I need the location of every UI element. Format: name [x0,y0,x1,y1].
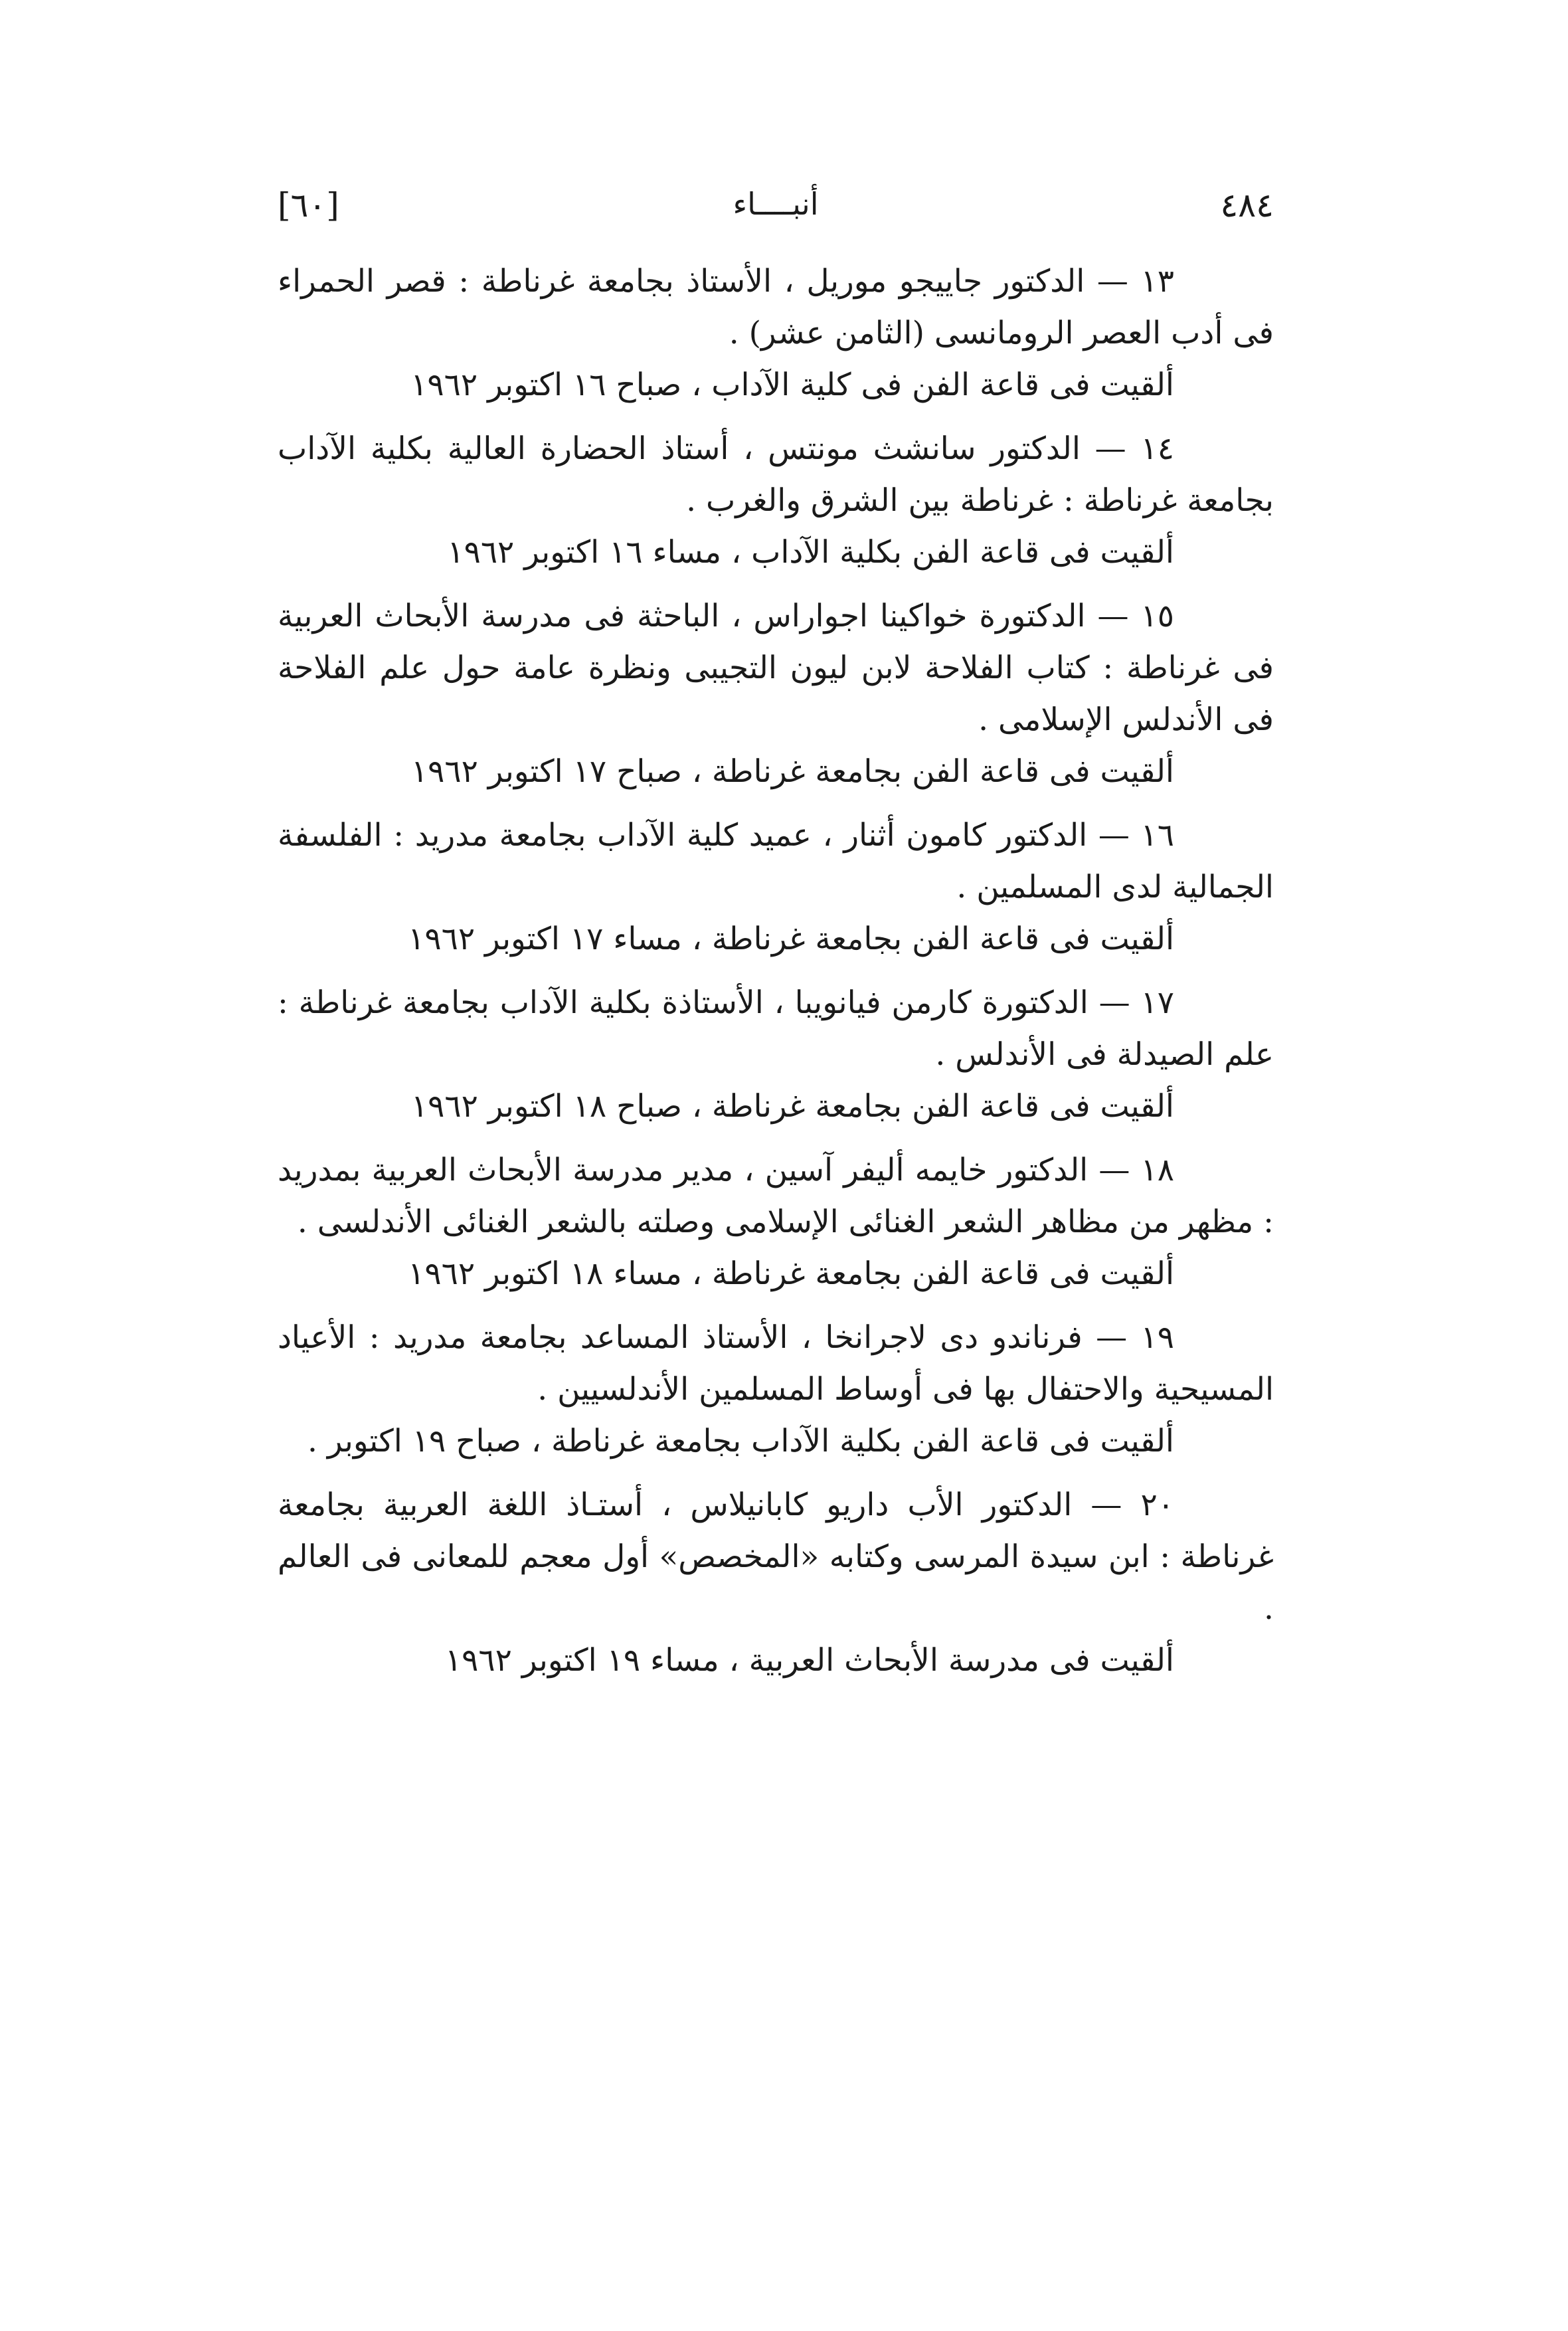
lecture-description: ١٥ — الدكتورة خواكينا اجواراس ، الباحثة فى مدرسة الأبحاث العربية فى غرناطة : كتاب الفلاحة لابن ليون التجيبى ونظرة عامة حول علم الفلاحة فى الأندلس الإسلامى . [278,598,1274,738]
lecture-description: ١٩ — فرناندو دى لاجرانخا ، الأستاذ المساعد بجامعة مدريد : الأعياد المسيحية والاحتفال بها فى أوساط المسلمين الأندلسيين . [278,1319,1274,1408]
lecture-description: ١٤ — الدكتور سانشث مونتس ، أستاذ الحضارة العالية بكلية الآداب بجامعة غرناطة : غرناطة بين الشرق والغرب . [278,430,1274,519]
lecture-delivery-note: ألقيت فى قاعة الفن بكلية الآداب ، مساء ١٦ اكتوبر ١٩٦٢ [447,534,1174,571]
lecture-entry [278,256,1274,411]
lecture-entry [278,591,1274,798]
lecture-delivery-note: ألقيت فى قاعة الفن فى كلية الآداب ، صباح ١٦ اكتوبر ١٩٦٢ [410,367,1174,403]
lecture-entry [278,1145,1274,1300]
lecture-entry [278,1479,1274,1687]
lecture-entry [278,1312,1274,1467]
running-title: أنبــــاء [733,186,819,222]
page-header [278,186,1274,246]
lecture-description: ١٣ — الدكتور جاييجو موريل ، الأستاذ بجامعة غرناطة : قصر الحمراء فى أدب العصر الرومانسى (الثامن عشر) . [278,263,1274,351]
lecture-list [278,256,1274,1699]
lecture-description: ١٧ — الدكتورة كارمن فيانويبا ، الأستاذة بكلية الآداب بجامعة غرناطة : علم الصيدلة فى الأندلس . [278,984,1274,1073]
lecture-description: ٢٠ — الدكتور الأب داريو كابانيلاس ، أستـاذ اللغة العربية بجامعة غرناطة : ابن سيدة المرسى وكتابه «المخصص» أول معجم للمعانى فى العالم . [278,1487,1274,1627]
lecture-entry [278,977,1274,1133]
lecture-description: ١٨ — الدكتور خايمه أليفر آسين ، مدير مدرسة الأبحاث العربية بمدريد : مظهر من مظاهر الشعر الغنائى الإسلامى وصلته بالشعر الغنائى الأندلسى . [278,1152,1274,1240]
folio-bracket-number: [٦٠] [278,186,339,225]
lecture-entry [278,423,1274,579]
lecture-delivery-note: ألقيت فى قاعة الفن بجامعة غرناطة ، مساء ١٨ اكتوبر ١٩٦٢ [408,1256,1174,1292]
lecture-entry [278,810,1274,965]
lecture-description: ١٦ — الدكتور كامون أثنار ، عميد كلية الآداب بجامعة مدريد : الفلسفة الجمالية لدى المسلمين . [278,817,1274,905]
lecture-delivery-note: ألقيت فى مدرسة الأبحاث العربية ، مساء ١٩ اكتوبر ١٩٦٢ [444,1642,1174,1679]
lecture-delivery-note: ألقيت فى قاعة الفن بجامعة غرناطة ، صباح ١٧ اكتوبر ١٩٦٢ [410,753,1174,790]
lecture-delivery-note: ألقيت فى قاعة الفن بجامعة غرناطة ، مساء ١٧ اكتوبر ١٩٦٢ [408,921,1174,957]
page-number: ٤٨٤ [1220,186,1274,225]
lecture-delivery-note: ألقيت فى قاعة الفن بجامعة غرناطة ، صباح ١٨ اكتوبر ١٩٦٢ [410,1088,1174,1125]
lecture-delivery-note: ألقيت فى قاعة الفن بكلية الآداب بجامعة غرناطة ، صباح ١٩ اكتوبر . [307,1423,1174,1459]
